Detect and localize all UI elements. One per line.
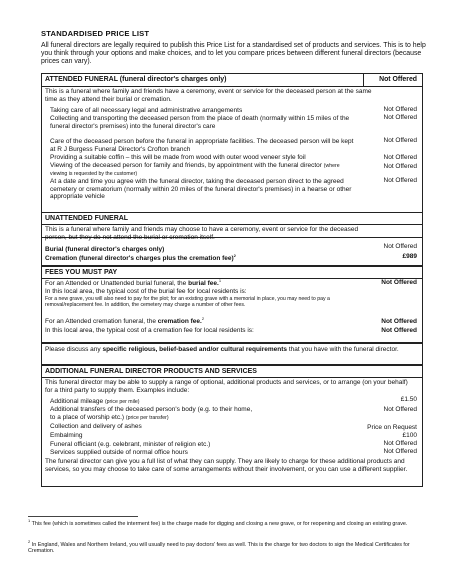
attended-heading: ATTENDED FUNERAL (funeral director's charges only) <box>45 76 227 83</box>
additional-item-ashes-value: Price on Request <box>367 424 417 431</box>
additional-item-embalming: Embalming <box>50 432 83 439</box>
attended-item-collecting: Collecting and transporting the deceased person from the place of death (normally within 15 miles of the funeral director's premises) into the funeral director's care <box>50 115 350 130</box>
additional-item-embalming-value: £100 <box>402 432 417 439</box>
requirements-section <box>41 343 423 365</box>
attended-heading-value: Not Offered <box>379 76 417 83</box>
intro-paragraph: All funeral directors are legally required to publish this Price List for a standardised set of products and services. This is to help you think through your options and make choices, and to let you compare prices between different funeral directors (because prices can vary). <box>41 42 426 65</box>
unattended-burial-label: Burial (funeral director's charges only) <box>45 246 165 253</box>
attended-item-viewing: Viewing of the deceased person for family and friends, by appointment with the funeral director (where viewing is requested by the customer) <box>50 162 340 177</box>
additional-item-officiant-value: Not Offered <box>383 440 417 447</box>
footnote-divider <box>28 516 138 517</box>
unattended-cremation-label: Cremation (funeral director's charges plus the cremation fee)$^2$ <box>45 252 236 262</box>
attended-item-transport-value: Not Offered <box>383 177 417 184</box>
attended-item-coffin-value: Not Offered <box>383 154 417 161</box>
additional-heading: ADDITIONAL FUNERAL DIRECTOR PRODUCTS AND SERVICES <box>45 368 257 375</box>
unattended-funeral-section <box>41 212 423 266</box>
additional-item-ashes: Collection and delivery of ashes <box>50 423 142 430</box>
additional-item-transfers-value: Not Offered <box>383 406 417 413</box>
additional-item-mileage: Additional mileage (price per mile) <box>50 398 140 405</box>
attended-item-care-value: Not Offered <box>383 137 417 144</box>
footnote-1: $^1$ This fee (which is sometimes called the interment fee) is the charge made for digging and closing a new grave, or for reopening and closing an existing grave. <box>28 518 408 527</box>
fees-section <box>41 266 423 343</box>
page-title: STANDARDISED PRICE LIST <box>41 29 150 38</box>
attended-item-collecting-value: Not Offered <box>383 114 417 121</box>
fees-burial-line: For an Attended or Unattended burial funeral, the burial fee.$^1$ <box>45 277 222 287</box>
additional-item-transfers: Additional transfers of the deceased person's body (e.g. to their home, to a place of worship etc.) (price per transfer) <box>50 406 253 421</box>
fees-burial-value: Not Offered <box>381 279 417 286</box>
attended-item-coffin: Providing a suitable coffin – this will be made from wood with outer wood veneer style foil <box>50 154 306 161</box>
additional-footer: The funeral director can give you a full list of what they can supply. They are likely to charge for these additional products and services, so you may choose to take care of some arrangements without their involvement, or you can use a different supplier. <box>45 458 408 473</box>
fees-burial-note: For a new grave, you will also need to pay for the plot; for an existing grave with a memorial in place, you may need to pay a removal/replacement fee. In addition, the cemetery may charge a number of other fees. <box>45 296 330 309</box>
additional-item-mileage-value: £1.50 <box>400 396 417 403</box>
unattended-burial-value: Not Offered <box>383 243 417 250</box>
fees-burial-local: In this local area, the typical cost of the burial fee for local residents is: <box>45 288 247 295</box>
attended-item-viewing-note: (where viewing is requested by the customer) <box>50 163 340 177</box>
fees-cremation-local-value: Not Offered <box>381 327 417 334</box>
fees-heading: FEES YOU MUST PAY <box>45 269 118 276</box>
unattended-description: This is a funeral where family and friends may choose to have a ceremony, event or service for the deceased person, but they do not attend the burial or cremation itself. <box>45 226 359 241</box>
fees-cremation-local: In this local area, the typical cost of a cremation fee for local residents is: <box>45 327 254 334</box>
fees-cremation-line: For an Attended cremation funeral, the cremation fee.$^2$ <box>45 315 205 325</box>
attended-item-care: Care of the deceased person before the funeral in appropriate facilities. The deceased person will be kept at R J Burgess Funeral Director's Crofton branch <box>50 138 354 153</box>
additional-item-officiant: Funeral officiant (e.g. celebrant, minister of religion etc.) <box>50 441 211 448</box>
attended-item-transport: At a date and time you agree with the funeral director, taking the deceased person direct to the agreed cemetery or crematorium (normally within 20 miles of the funeral director's premises) in a hearse or other appropriate vehicle <box>50 178 352 201</box>
additional-item-out-of-hours-value: Not Offered <box>383 448 417 455</box>
unattended-heading: UNATTENDED FUNERAL <box>45 215 129 222</box>
additional-item-out-of-hours: Services supplied outside of normal office hours <box>50 449 188 456</box>
attended-item-legal: Taking care of all necessary legal and administrative arrangements <box>50 107 243 114</box>
attended-description: This is a funeral where family and friends have a ceremony, event or service for the deceased person at the same time as they attend their burial or cremation. <box>45 88 372 103</box>
attended-item-legal-value: Not Offered <box>383 106 417 113</box>
fees-cremation-value: Not Offered <box>381 318 417 325</box>
attended-item-viewing-value: Not Offered <box>383 163 417 170</box>
requirements-text: Please discuss any specific religious, belief-based and/or cultural requirements that you have with the funeral director. <box>45 346 399 353</box>
additional-section <box>41 365 423 487</box>
footnote-2: $^2$ In England, Wales and Northern Ireland, you will usually need to pay doctors' fees as well. This is the charge for two doctors to sign the Medical Certificates for Cremation. <box>28 539 410 555</box>
unattended-cremation-value: £989 <box>402 253 417 260</box>
additional-description: This funeral director may be able to supply a range of optional, additional products and services, or to arrange (on your behalf) for a third party to supply them. Examples include: <box>45 379 408 394</box>
